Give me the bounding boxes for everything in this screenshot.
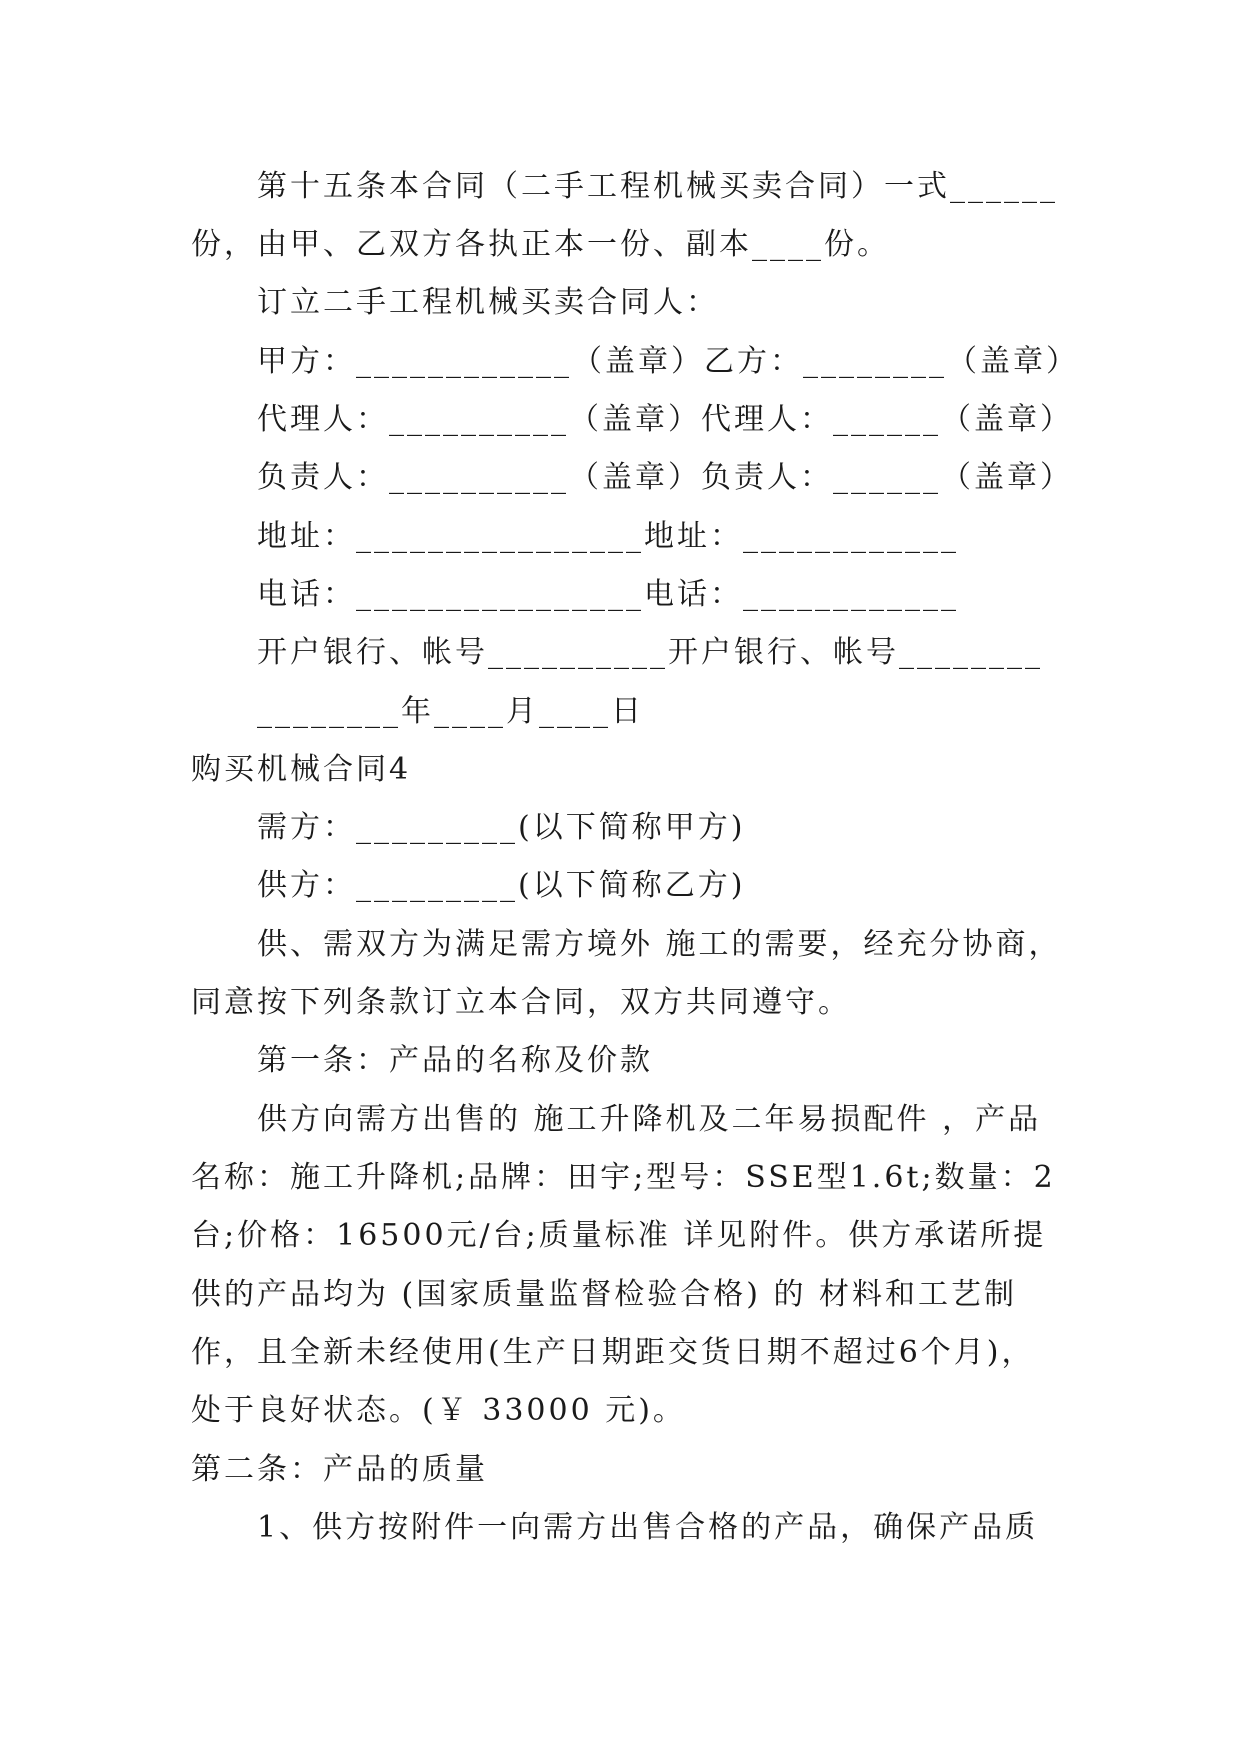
contract-4-title: 购买机械合同4 <box>191 752 412 787</box>
article-1-line-5: 作，且全新未经使用(生产日期距交货日期不超过6个月)， <box>191 1335 1035 1370</box>
clause-15-line-1: 第十五条本合同（二手工程机械买卖合同）一式______ <box>257 169 1058 204</box>
article-2-heading: 第二条：产品的质量 <box>191 1452 488 1487</box>
date-line: ________年____月____日 <box>257 694 644 729</box>
party-a-b-line: 甲方：____________（盖章）乙方：________（盖章） <box>257 344 1079 379</box>
article-1-line-6: 处于良好状态。(￥ 33000 元)。 <box>191 1393 686 1428</box>
article-1-line-1: 供方向需方出售的 施工升降机及二年易损配件 ，产品 <box>257 1102 1042 1137</box>
buyer-line: 需方：_________(以下简称甲方) <box>257 810 746 845</box>
article-1-line-4: 供的产品均为 (国家质量监督检验合格) 的 材料和工艺制 <box>191 1277 1018 1312</box>
article-1-line-2: 名称：施工升降机;品牌：田宇;型号：SSE型1.6t;数量：2 <box>191 1160 1056 1195</box>
signatories-heading: 订立二手工程机械买卖合同人： <box>257 285 719 320</box>
article-1-heading: 第一条：产品的名称及价款 <box>257 1043 653 1078</box>
phone-line: 电话：________________电话：____________ <box>257 577 959 612</box>
article-2-item-1: 1、供方按附件一向需方出售合格的产品，确保产品质 <box>257 1510 1039 1545</box>
bank-account-line: 开户银行、帐号__________开户银行、帐号________ <box>257 635 1043 670</box>
preamble-line-1: 供、需双方为满足需方境外 施工的需要，经充分协商， <box>257 927 1062 962</box>
clause-15-line-2: 份，由甲、乙双方各执正本一份、副本____份。 <box>191 227 890 262</box>
principal-line: 负责人：__________（盖章）负责人：______（盖章） <box>257 460 1073 495</box>
preamble-line-2: 同意按下列条款订立本合同，双方共同遵守。 <box>191 985 851 1020</box>
seller-line: 供方：_________(以下简称乙方) <box>257 868 746 903</box>
agent-line: 代理人：__________（盖章）代理人：______（盖章） <box>257 402 1073 437</box>
article-1-line-3: 台;价格：16500元/台;质量标准 详见附件。供方承诺所提 <box>191 1218 1047 1253</box>
address-line: 地址：________________地址：____________ <box>257 519 959 554</box>
